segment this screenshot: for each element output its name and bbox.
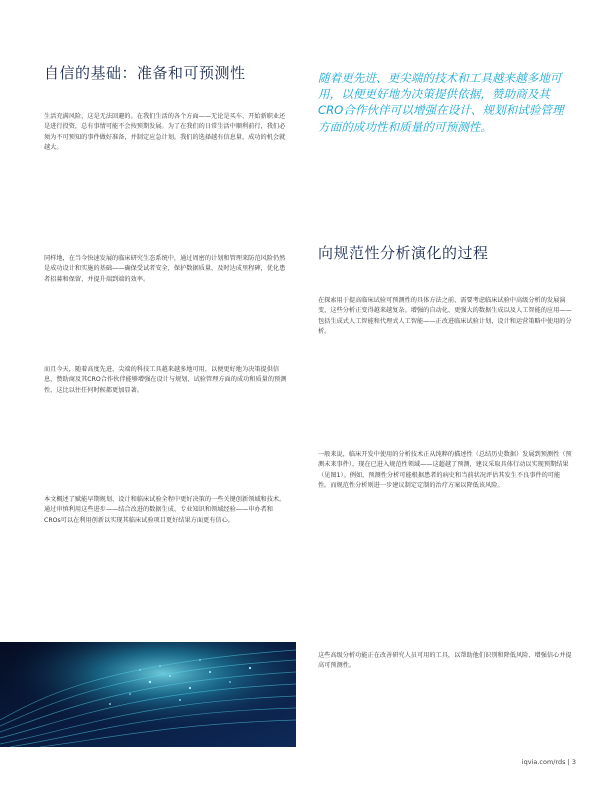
left-paragraph-1: 生活充满风险，这是无法回避的。在我们生活的各个方面——无论是买车、开始新职业还是进行投资，总有事情可能不会按预期发展。为了在我们的日常生活中顺利前行，我们必须为不可预知的事件做好准备，并制定应急计划。我们的选择越有信息量，成功的机会就越大。 — [44, 113, 286, 152]
left-paragraph-2: 同样地，在当今快速发展的临床研究生态系统中，通过周密的计划和管理来防范风险仍然是成功设计和实施的基础——确保受试者安全，保护数据质量，及时达成里程碑，优化患者招募和保留，并提升端到端的效率。 — [44, 255, 286, 283]
right-paragraph-2: 一般来说，临床开发中使用的分析技术正从纯粹的描述性（总结历史数据）发展到预测性（预测未来事件），现在已进入规范性领域——这超越了预测，建议采取具体行动以实现预期结果（见图1）。例如，预测性分析可能根据患者的病史和当前状况评估其发生不良事件的可能性。而规范性分析则进一步建议制定定制的治疗方案以降低该风险。 — [318, 451, 572, 490]
right-section-heading: 向规范性分析演化的过程 — [318, 244, 489, 262]
pull-quote: 随着更先进、更尖端的技术和工具越来越多地可用，以便更好地为决策提供依据，赞助商及其CRO合作伙伴可以增强在设计、规划和试验管理方面的成功性和质量的可预测性。 — [318, 71, 564, 134]
left-paragraph-4: 本文概述了赋能早期规划、设计和临床试验全程中更好决策的一些关键创新领域和技术。通过审慎利用这些进步——结合改进的数据生成、专业知识和领域经验——申办者和CROs可以在利用创新以实现其临床试验项目更好结果方面更有信心。 — [44, 496, 286, 524]
left-paragraph-3: 而且今天，随着高度先进、尖端的科技工具越来越多地可用，以便更好地为决策提供信息，赞助商及其CRO合作伙伴能够增强在设计与规划、试验管理方面的成功和质量的预测性，这比以往任何时候都更加显著。 — [44, 366, 287, 394]
left-section-heading: 自信的基础：准备和可预测性 — [44, 64, 246, 82]
digital-wave-graphic — [0, 642, 296, 747]
right-paragraph-3: 这些高级分析功能正在改善研究人员可用的工具，以帮助他们识别和降低风险、增强信心并提高可预测性。 — [318, 652, 572, 670]
right-paragraph-1: 在探索用于提高临床试验可预测性的具体方法之前，需要考虑临床试验中高级分析的发展演变，这些分析正变得越来越复杂。增强的自动化、更强大的数据生成以及人工智能的应用——包括生成式人工智能和代理式人工智能——正改进临床试验计划、设计和运营策略中使用的分析。 — [318, 297, 572, 336]
page-footer: iqvia.com/rds | 3 — [521, 758, 576, 766]
